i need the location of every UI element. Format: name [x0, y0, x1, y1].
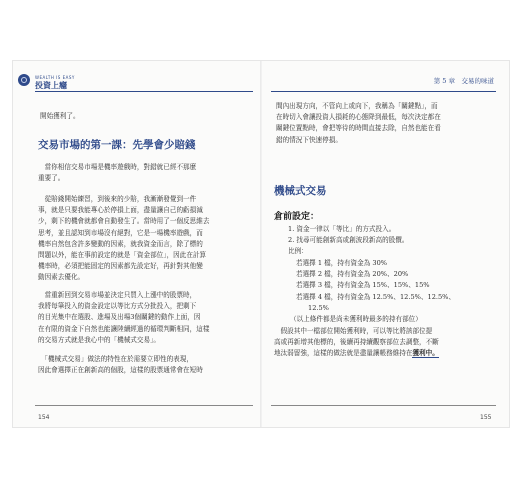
text-line: 我將每筆投入的資金設定以等比方式分批投入，把剩下 — [38, 302, 197, 311]
text-line: 高或再新增其他標的，後續再持續觀察部位去調整，不斷 — [274, 338, 439, 347]
right-page — [261, 61, 509, 427]
text-line: 假設其中一檔部位開始獲利時，可以等比將該部位提 — [274, 327, 433, 335]
footer-rule-right — [271, 405, 496, 406]
example-item: 12.5% — [308, 303, 329, 312]
sub-heading: 倉前設定： — [274, 212, 320, 222]
left-page — [13, 61, 261, 427]
paragraph-1 — [38, 162, 196, 184]
text-line: 在時切入會讓投資人損耗的心態降到最低，每次決定都在 — [276, 113, 441, 122]
text-line: 思考，並且認知到市場沒有絕對，它是一場機率遊戲，而 — [38, 228, 203, 237]
page-number-right: 155 — [480, 414, 492, 421]
example-item: 若選擇 1 檔，持有資金為 30% — [296, 259, 388, 267]
step-item: 1. 資金一律以「等比」的方式投入。 — [288, 225, 396, 233]
paragraph-4 — [38, 354, 203, 376]
page-number-left: 154 — [38, 414, 50, 421]
text-line: 動因素去優化。 — [38, 273, 85, 282]
paragraph-r2 — [274, 326, 439, 360]
brand-title: 投資上癮 — [35, 80, 67, 90]
example-item: 若選擇 3 檔，持有資金為 15%、15%、15% — [296, 281, 430, 290]
text-line: 地汰弱留強，這樣的做法就是盡量讓帳務維持在 — [274, 349, 413, 358]
text-line: 錯的情況下快速停損。 — [276, 135, 342, 144]
example-item: 若選擇 4 檔，持有資金為 12.5%、12.5%、12.5%、 — [296, 292, 456, 301]
example-note: （以上條件都是尚未獲利時最多的持有部位） — [290, 315, 422, 324]
text-line: 關鍵位置點時，會把等待的時間直接去除，自然也能在看 — [276, 124, 441, 133]
text-line: 的交易方式就是我心中的「機械式交易」。 — [38, 335, 160, 344]
text-line: 當重新回到交易市場並決定只買入上漲中的股票時， — [38, 291, 197, 299]
paragraph-2 — [38, 194, 209, 284]
text-line: 重要了。 — [38, 174, 65, 183]
step-item: 2. 找尋可能創新高或創波段新高的股價。 — [288, 236, 409, 245]
header-rule-left — [35, 91, 253, 92]
text-line: 機率時，必須把能固定的因素都先設定好，再針對其他變 — [38, 262, 203, 271]
text-line: 間內出現方向，不管向上或向下，我稱為「關鍵點」，而 — [276, 102, 438, 110]
book-spread — [13, 61, 509, 427]
text-line: 因此會選擇正在創新高的個股，這樣的股票通常會在短時 — [38, 366, 203, 375]
header-rule-right — [271, 91, 496, 92]
example-label: 比例： — [288, 247, 308, 256]
emphasis-text: 獲利中。 — [412, 349, 439, 358]
text-line: 問題以外，能在事前設定的就是「資金部位」，因此在計算 — [38, 251, 207, 260]
brand-logo-icon — [18, 74, 30, 86]
text-line: 在有限的資金下自然也能讓陸續經過的循環判斷相同，這樣 — [38, 324, 210, 333]
text-line: 當你相信交易市場是機率遊戲時，對錯就已經不那麼 — [38, 163, 197, 171]
intro-text: 開始獲利了。 — [40, 112, 80, 120]
section-heading-right: 機械式交易 — [274, 185, 327, 197]
text-line: 「機械式交易」做法的特性在於需要立即性的表現， — [38, 355, 193, 363]
footer-rule-left — [35, 405, 253, 406]
chapter-label: 第 5 章 交易的味道 — [433, 77, 494, 85]
text-line: 的目光集中在選股、進場及出場3個關鍵的動作上面，因 — [38, 313, 201, 322]
text-line: 事，就是只要我能專心於停損上面，盡量讓自己的虧損減 — [38, 206, 203, 215]
setup-steps — [288, 224, 408, 258]
text-line: 從賠錢開始練習，到後來的少賠，我漸漸發覺到一件 — [38, 195, 197, 203]
paragraph-3 — [38, 290, 209, 346]
text-line: 機率自然包含許多變動的因素，就我資金而言，除了標的 — [38, 239, 203, 248]
text-line: 少，剩下的機會就都會自動發生了。當時用了一個反思維去 — [38, 217, 210, 226]
example-item: 若選擇 2 檔，持有資金為 20%、20% — [296, 270, 409, 279]
brand-english: WEALTH IS EASY — [35, 75, 75, 80]
example-list — [290, 258, 456, 325]
paragraph-r1 — [276, 101, 441, 146]
section-heading: 交易市場的第一課：先學會少賠錢 — [38, 139, 196, 151]
